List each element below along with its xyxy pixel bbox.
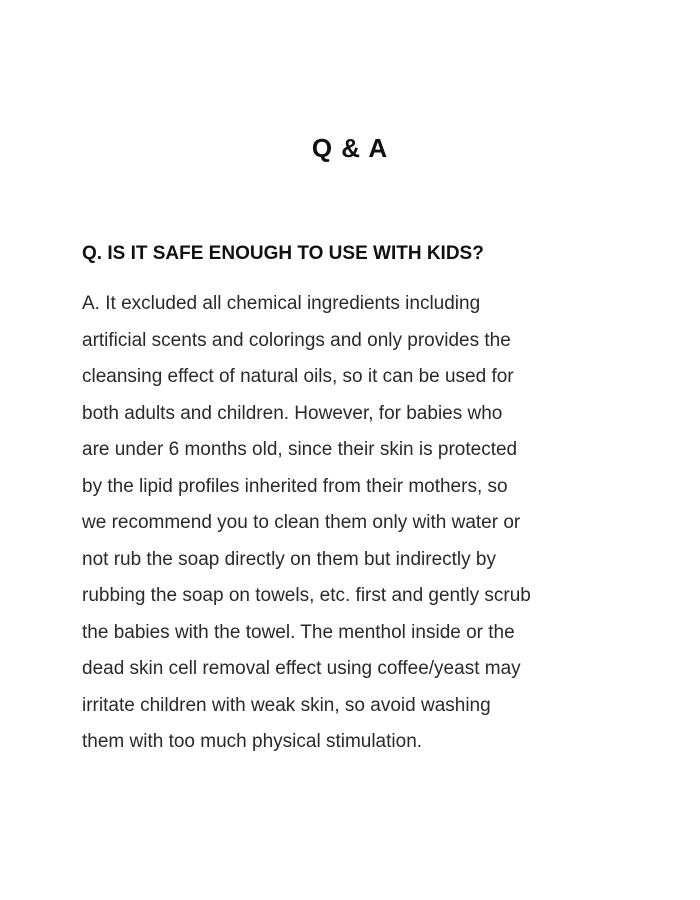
answer-line: A. It excluded all chemical ingredients including — [82, 293, 481, 314]
answer-line: artificial scents and colorings and only provides the — [82, 329, 511, 351]
question-text: Q. IS IT SAFE ENOUGH TO USE WITH KIDS? — [82, 243, 484, 264]
answer-line: not rub the soap directly on them but indirectly by — [82, 548, 497, 570]
answer-line: both adults and children. However, for babies who — [82, 402, 503, 424]
answer-line: the babies with the towel. The menthol inside or the — [82, 621, 515, 643]
answer-line: irritate children with weak skin, so avoid washing — [82, 694, 491, 716]
answer-line: are under 6 months old, since their skin is protected — [82, 439, 518, 460]
qa-item — [82, 240, 602, 761]
page-title: Q & A — [311, 133, 389, 163]
answer-line: cleansing effect of natural oils, so it can be used for — [82, 366, 514, 387]
answer-line: dead skin cell removal effect using coffee/yeast may — [82, 658, 521, 679]
answer-line: them with too much physical stimulation. — [82, 731, 423, 752]
answer-line: we recommend you to clean them only with water or — [82, 512, 521, 533]
answer-text — [82, 286, 602, 761]
answer-line: by the lipid profiles inherited from their mothers, so — [82, 475, 508, 497]
answer-line: rubbing the soap on towels, etc. first and gently scrub — [82, 585, 531, 606]
